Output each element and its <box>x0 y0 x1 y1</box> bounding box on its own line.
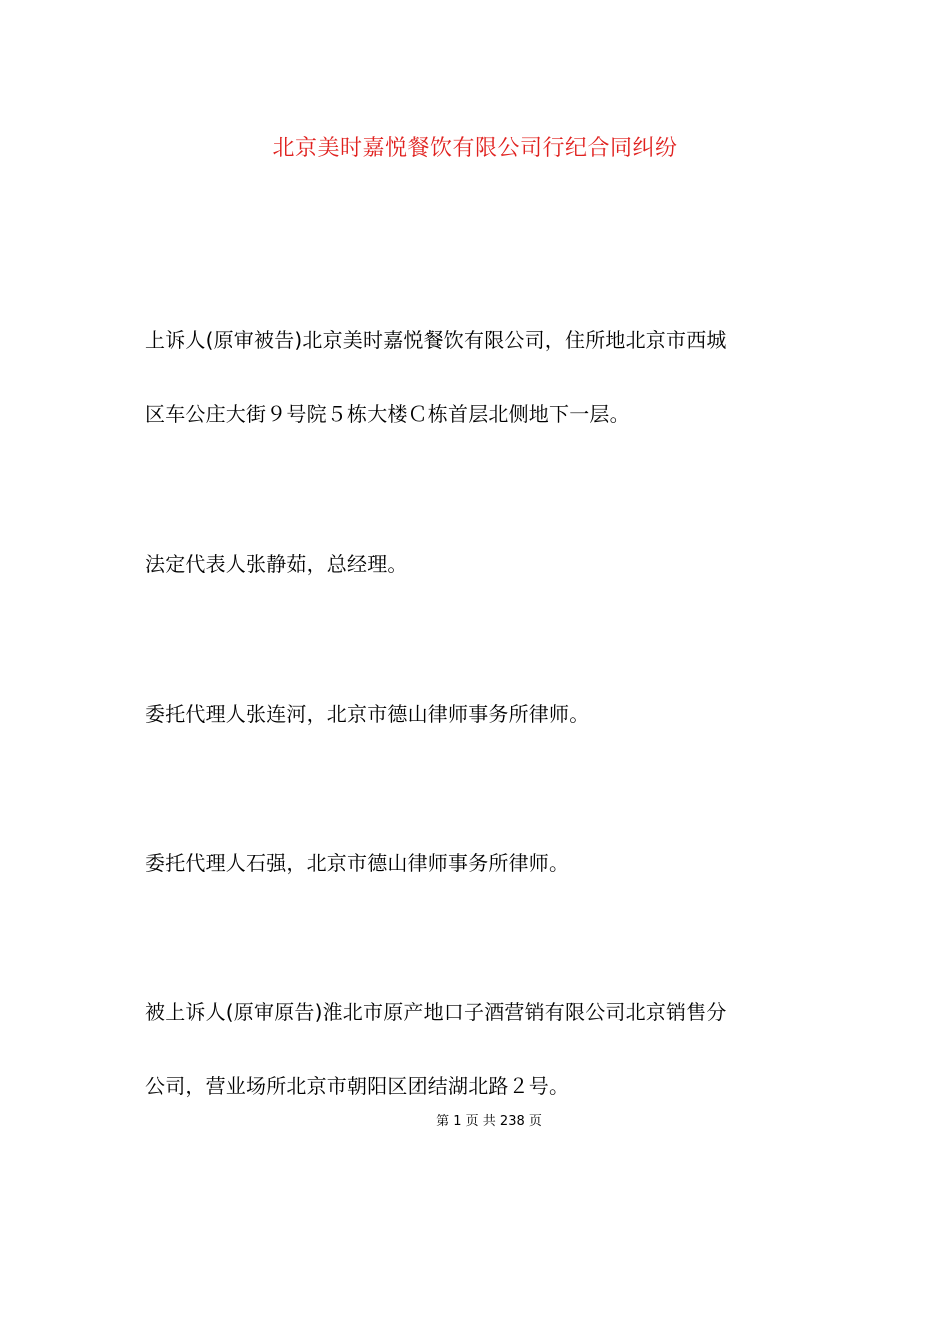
paragraph-line: 上诉人(原审被告)北京美时嘉悦餐饮有限公司，住所地北京市西城 <box>145 328 727 352</box>
paragraph-line: 被上诉人(原审原告)淮北市原产地口子酒营销有限公司北京销售分 <box>145 1000 727 1024</box>
paragraph-line: 法定代表人张静茹，总经理。 <box>145 552 408 576</box>
page-number-footer: 第 1 页 共 238 页 <box>436 1114 542 1129</box>
paragraph-appellee <box>145 975 825 1123</box>
paragraph-line: 公司，营业场所北京市朝阳区团结湖北路２号。 <box>145 1074 570 1098</box>
paragraph-line: 委托代理人张连河，北京市德山律师事务所律师。 <box>145 702 590 726</box>
paragraph-agent-1 <box>145 677 825 751</box>
paragraph-agent-2 <box>145 826 825 900</box>
paragraph-line: 委托代理人石强，北京市德山律师事务所律师。 <box>145 851 570 875</box>
paragraph-appellant <box>145 303 825 451</box>
document-title: 北京美时嘉悦餐饮有限公司行纪合同纠纷 <box>272 136 678 161</box>
paragraph-legal-representative <box>145 527 825 601</box>
paragraph-line: 区车公庄大街９号院５栋大楼Ｃ栋首层北侧地下一层。 <box>145 402 630 426</box>
